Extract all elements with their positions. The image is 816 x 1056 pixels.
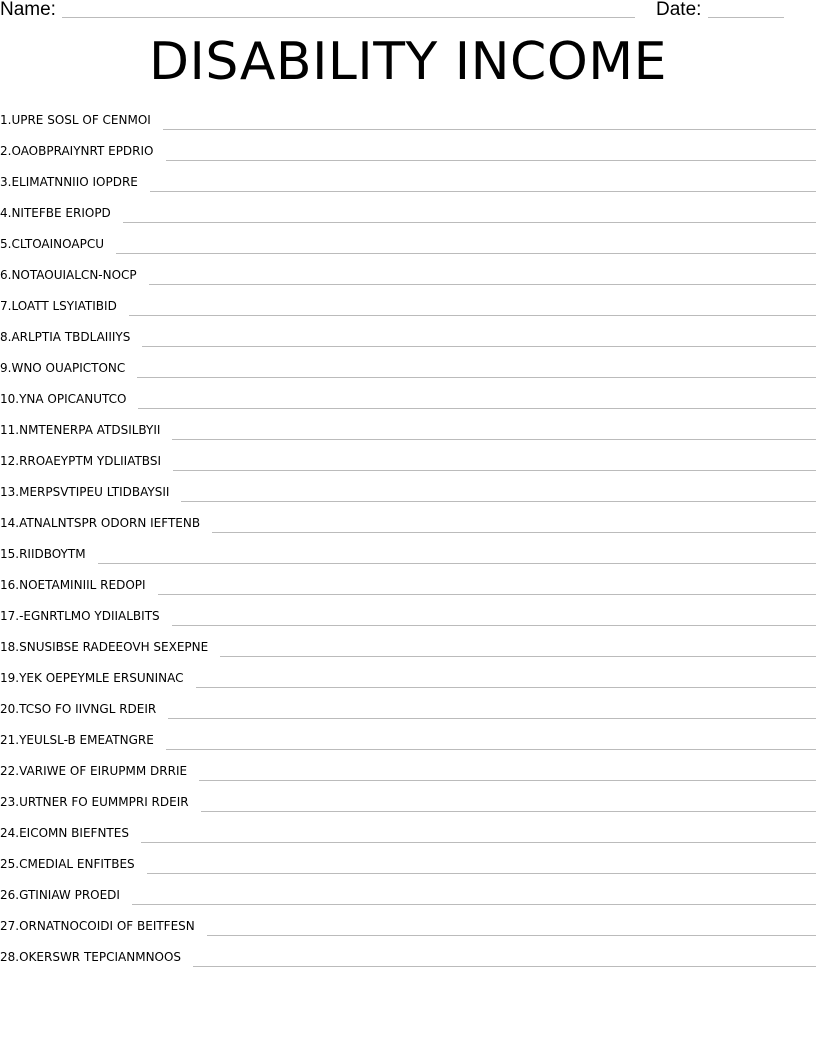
answer-line[interactable] <box>168 718 816 719</box>
list-item <box>0 203 816 234</box>
answer-line[interactable] <box>220 656 816 657</box>
list-item <box>0 141 816 172</box>
answer-line[interactable] <box>123 222 816 223</box>
item-number: 14. <box>0 516 20 530</box>
answer-line[interactable] <box>173 470 816 471</box>
name-label: Name: <box>0 0 56 20</box>
answer-line[interactable] <box>199 780 816 781</box>
list-item <box>0 482 816 513</box>
item-number: 1. <box>0 113 12 127</box>
answer-line[interactable] <box>138 408 816 409</box>
scrambled-word: NITEFBE ERIOPD <box>11 206 111 220</box>
list-item <box>0 513 816 544</box>
scrambled-word: NMTENERPA ATDSILBYII <box>19 423 161 437</box>
list-item <box>0 420 816 451</box>
item-number: 17. <box>0 609 20 623</box>
scrambled-word: ORNATNOCOIDI OF BEITFESN <box>19 919 195 933</box>
item-number: 9. <box>0 361 12 375</box>
list-item <box>0 172 816 203</box>
scrambled-word: GTINIAW PROEDI <box>19 888 120 902</box>
answer-line[interactable] <box>141 842 816 843</box>
list-item <box>0 854 816 885</box>
word-list <box>0 110 816 978</box>
item-number: 13. <box>0 485 20 499</box>
list-item <box>0 637 816 668</box>
scrambled-word: NOTAOUIALCN-NOCP <box>11 268 137 282</box>
list-item <box>0 885 816 916</box>
answer-line[interactable] <box>172 439 816 440</box>
item-number: 28. <box>0 950 20 964</box>
list-item <box>0 792 816 823</box>
item-number: 26. <box>0 888 20 902</box>
list-item <box>0 575 816 606</box>
scrambled-word: MERPSVTIPEU LTIDBAYSII <box>19 485 170 499</box>
name-field[interactable] <box>62 17 635 18</box>
list-item <box>0 389 816 420</box>
item-number: 22. <box>0 764 20 778</box>
answer-line[interactable] <box>207 935 816 936</box>
list-item <box>0 947 816 978</box>
list-item <box>0 606 816 637</box>
scrambled-word: OAOBPRAIYNRT EPDRIO <box>11 144 154 158</box>
list-item <box>0 699 816 730</box>
page-title: DISABILITY INCOME <box>149 32 667 92</box>
scrambled-word: WNO OUAPICTONC <box>11 361 126 375</box>
item-number: 20. <box>0 702 20 716</box>
answer-line[interactable] <box>158 594 816 595</box>
item-number: 25. <box>0 857 20 871</box>
answer-line[interactable] <box>149 284 816 285</box>
answer-line[interactable] <box>212 532 816 533</box>
date-field[interactable] <box>708 17 784 18</box>
answer-line[interactable] <box>172 625 816 626</box>
item-number: 12. <box>0 454 20 468</box>
answer-line[interactable] <box>196 687 816 688</box>
answer-line[interactable] <box>163 129 816 130</box>
list-item <box>0 265 816 296</box>
list-item <box>0 451 816 482</box>
item-number: 3. <box>0 175 12 189</box>
item-number: 4. <box>0 206 12 220</box>
item-number: 7. <box>0 299 12 313</box>
scrambled-word: RROAEYPTM YDLIIATBSI <box>19 454 161 468</box>
item-number: 27. <box>0 919 20 933</box>
scrambled-word: RIIDBOYTM <box>19 547 86 561</box>
scrambled-word: YNA OPICANUTCO <box>19 392 127 406</box>
item-number: 21. <box>0 733 20 747</box>
scrambled-word: OKERSWR TEPCIANMNOOS <box>19 950 182 964</box>
scrambled-word: UPRE SOSL OF CENMOI <box>11 113 151 127</box>
list-item <box>0 761 816 792</box>
item-number: 15. <box>0 547 20 561</box>
answer-line[interactable] <box>147 873 816 874</box>
answer-line[interactable] <box>166 749 816 750</box>
answer-line[interactable] <box>137 377 816 378</box>
list-item <box>0 544 816 575</box>
scrambled-word: EICOMN BIEFNTES <box>19 826 129 840</box>
item-number: 5. <box>0 237 12 251</box>
scrambled-word: URTNER FO EUMMPRI RDEIR <box>19 795 189 809</box>
answer-line[interactable] <box>142 346 816 347</box>
item-number: 23. <box>0 795 20 809</box>
list-item <box>0 296 816 327</box>
item-number: 19. <box>0 671 20 685</box>
answer-line[interactable] <box>150 191 816 192</box>
answer-line[interactable] <box>132 904 816 905</box>
scrambled-word: ELIMATNNIIO IOPDRE <box>11 175 138 189</box>
list-item <box>0 327 816 358</box>
item-number: 2. <box>0 144 12 158</box>
scrambled-word: LOATT LSYIATIBID <box>11 299 117 313</box>
answer-line[interactable] <box>181 501 816 502</box>
item-number: 11. <box>0 423 20 437</box>
scrambled-word: CLTOAINOAPCU <box>11 237 104 251</box>
date-label: Date: <box>656 0 702 20</box>
list-item <box>0 110 816 141</box>
header <box>0 0 816 24</box>
answer-line[interactable] <box>201 811 816 812</box>
item-number: 16. <box>0 578 20 592</box>
list-item <box>0 730 816 761</box>
item-number: 8. <box>0 330 12 344</box>
scrambled-word: VARIWE OF EIRUPMM DRRIE <box>19 764 188 778</box>
scrambled-word: TCSO FO IIVNGL RDEIR <box>19 702 157 716</box>
list-item <box>0 358 816 389</box>
scrambled-word: ATNALNTSPR ODORN IEFTENB <box>19 516 201 530</box>
scrambled-word: -EGNRTLMO YDIIALBITS <box>19 609 160 623</box>
scrambled-word: YEK OEPEYMLE ERSUNINAC <box>19 671 184 685</box>
scrambled-word: SNUSIBSE RADEEOVH SEXEPNE <box>19 640 209 654</box>
answer-line[interactable] <box>98 563 816 564</box>
item-number: 6. <box>0 268 12 282</box>
answer-line[interactable] <box>116 253 816 254</box>
answer-line[interactable] <box>166 160 816 161</box>
answer-line[interactable] <box>129 315 816 316</box>
scrambled-word: YEULSL-B EMEATNGRE <box>19 733 154 747</box>
scrambled-word: CMEDIAL ENFITBES <box>19 857 135 871</box>
answer-line[interactable] <box>193 966 816 967</box>
list-item <box>0 234 816 265</box>
scrambled-word: NOETAMINIIL REDOPI <box>19 578 146 592</box>
item-number: 24. <box>0 826 20 840</box>
list-item <box>0 668 816 699</box>
item-number: 10. <box>0 392 20 406</box>
item-number: 18. <box>0 640 20 654</box>
list-item <box>0 823 816 854</box>
list-item <box>0 916 816 947</box>
scrambled-word: ARLPTIA TBDLAIIIYS <box>11 330 131 344</box>
